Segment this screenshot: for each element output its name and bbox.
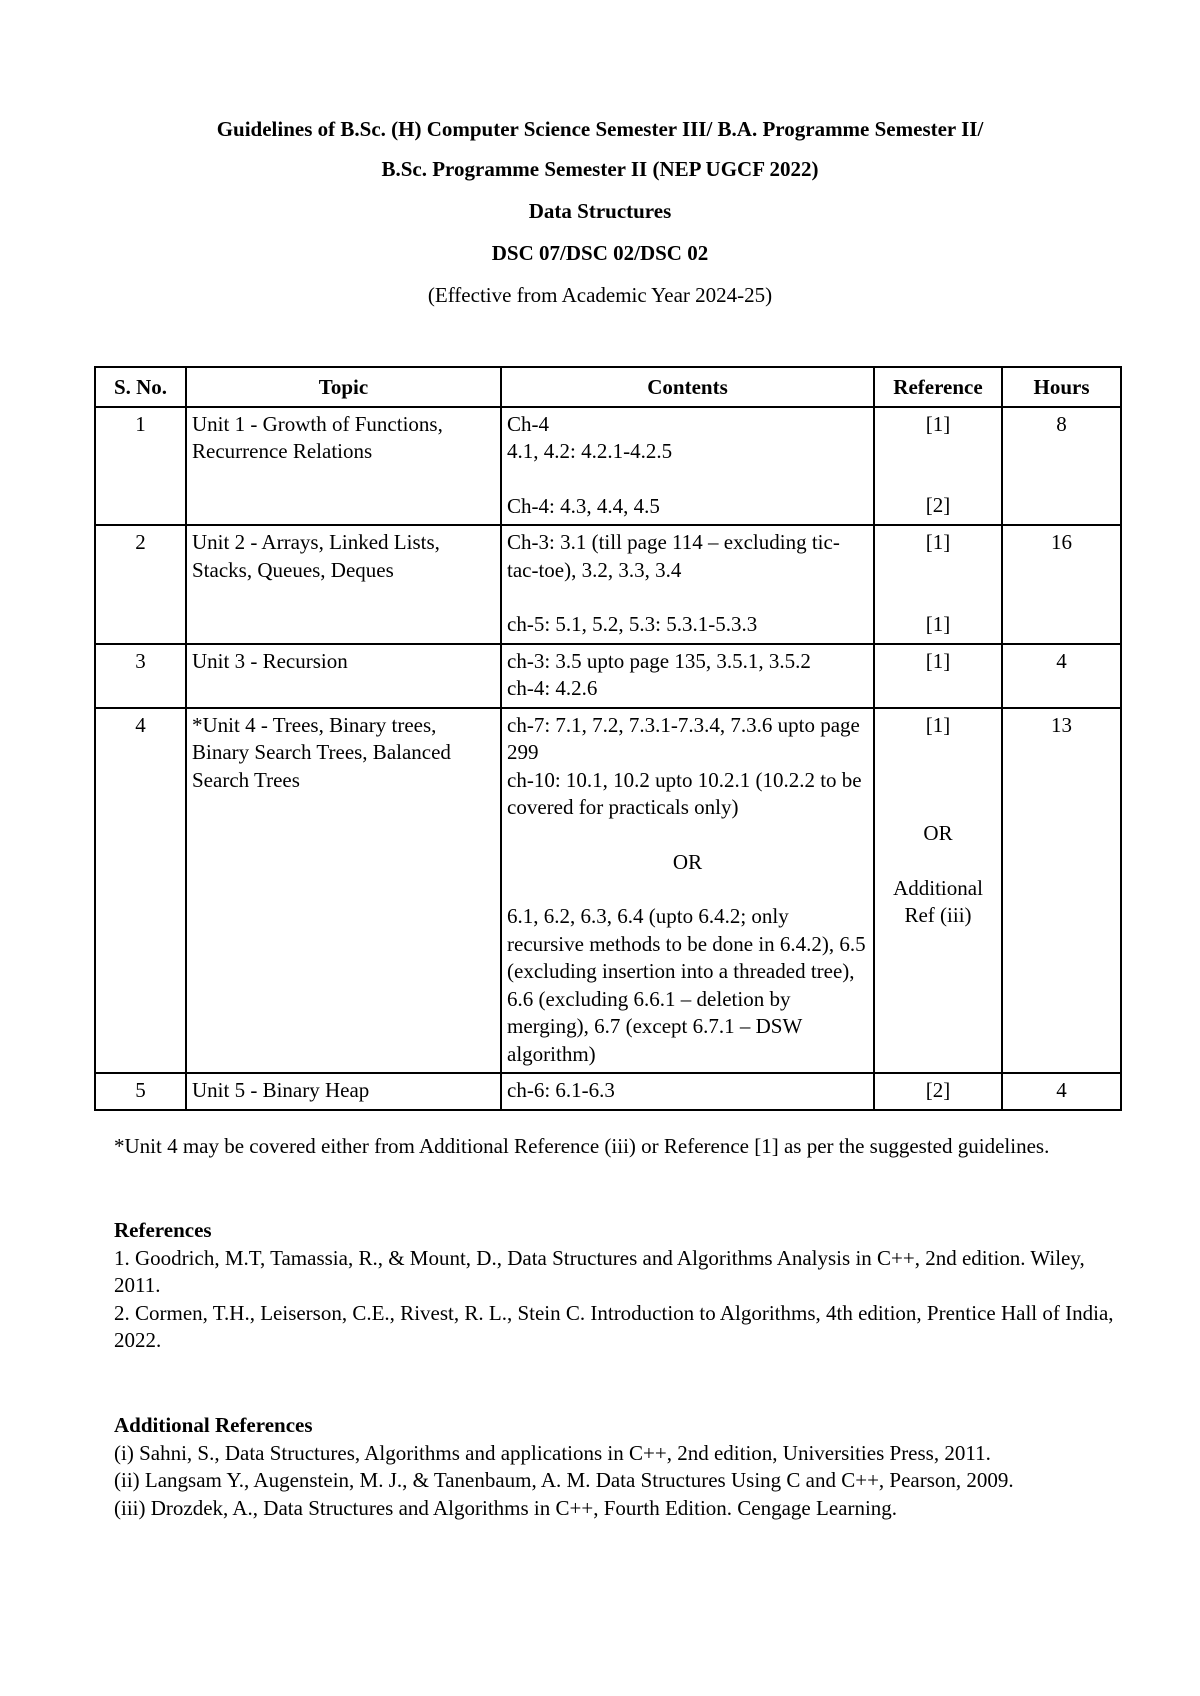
table-row (95, 407, 1121, 526)
content-line: ch-7: 7.1, 7.2, 7.3.1-7.3.4, 7.3.6 upto page 299 (507, 712, 860, 764)
spacer (880, 848, 996, 875)
references-section (114, 1217, 1114, 1355)
content-line: ch-3: 3.5 upto page 135, 3.5.1, 3.5.2 (507, 648, 811, 673)
references-heading: References (114, 1218, 212, 1242)
ref-line: [1] (925, 411, 951, 436)
cell-hours: 4 (1002, 1073, 1121, 1110)
cell-topic: *Unit 4 - Trees, Binary trees, Binary Search Trees, Balanced Search Trees (186, 708, 501, 1074)
spacer (880, 584, 996, 611)
cell-contents (501, 708, 874, 1074)
cell-reference: [1] (874, 644, 1002, 708)
cell-sno: 1 (95, 407, 186, 526)
cell-reference (874, 525, 1002, 644)
cell-hours: 16 (1002, 525, 1121, 644)
ref-line: Additional Ref (iii) (893, 875, 983, 927)
spacer (507, 584, 868, 611)
spacer (507, 876, 868, 903)
table-row (95, 525, 1121, 644)
additional-reference-item: (ii) Langsam Y., Augenstein, M. J., & Tanenbaum, A. M. Data Structures Using C and C++, Pearson, 2009. (114, 1468, 1014, 1492)
spacer (507, 466, 868, 493)
cell-sno: 2 (95, 525, 186, 644)
cell-contents (501, 644, 874, 708)
cell-reference: [2] (874, 1073, 1002, 1110)
ref-line: [1] (925, 530, 951, 554)
header-line-2: B.Sc. Programme Semester II (NEP UGCF 2022) (381, 157, 819, 181)
col-header-hours: Hours (1002, 367, 1121, 407)
ref-line: [1] (925, 611, 951, 636)
cell-hours: 13 (1002, 708, 1121, 1074)
cell-sno: 3 (95, 644, 186, 708)
cell-sno: 5 (95, 1073, 186, 1110)
ref-or: OR (923, 821, 953, 845)
effective-note: (Effective from Academic Year 2024-25) (427, 283, 773, 307)
reference-item: 1. Goodrich, M.T, Tamassia, R., & Mount, D., Data Structures and Algorithms Analysis in C++, 2nd edition. Wiley, 2011. (114, 1245, 1085, 1297)
table-row (95, 708, 1121, 1074)
cell-topic: Unit 2 - Arrays, Linked Lists, Stacks, Queues, Deques (186, 525, 501, 644)
additional-reference-item: (i) Sahni, S., Data Structures, Algorithms and applications in C++, 2nd edition, Universities Press, 2011. (114, 1440, 991, 1465)
cell-contents (501, 407, 874, 526)
spacer (880, 438, 996, 465)
cell-contents: ch-6: 6.1-6.3 (501, 1073, 874, 1110)
syllabus-table (94, 366, 1122, 1111)
content-line: 4.1, 4.2: 4.2.1-4.2.5 (507, 439, 673, 463)
cell-topic: Unit 3 - Recursion (186, 644, 501, 708)
ref-line: [2] (925, 493, 951, 517)
col-header-reference: Reference (874, 367, 1002, 407)
table-row (95, 1073, 1121, 1110)
cell-topic: Unit 5 - Binary Heap (186, 1073, 501, 1110)
ref-line: [1] (925, 712, 951, 737)
col-header-topic: Topic (186, 367, 501, 407)
reference-item: 2. Cormen, T.H., Leiserson, C.E., Rivest, R. L., Stein C. Introduction to Algorithms, 4th edition, Prentice Hall of India, 2022. (114, 1300, 1114, 1352)
additional-reference-item: (iii) Drozdek, A., Data Structures and Algorithms in C++, Fourth Edition. Cengage Learning. (114, 1495, 898, 1520)
content-or: OR (672, 849, 703, 874)
cell-hours: 4 (1002, 644, 1121, 708)
table-header-row (95, 367, 1121, 407)
content-line: ch-4: 4.2.6 (507, 676, 598, 700)
spacer (880, 766, 996, 793)
unit4-footnote: *Unit 4 may be covered either from Additional Reference (iii) or Reference [1] as per the suggested guidelines. (114, 1134, 1050, 1158)
cell-hours: 8 (1002, 407, 1121, 526)
cell-contents (501, 525, 874, 644)
content-line: Ch-3: 3.1 (till page 114 – excluding tic-tac-toe), 3.2, 3.3, 3.4 (507, 530, 840, 582)
cell-topic: Unit 1 - Growth of Functions, Recurrence Relations (186, 407, 501, 526)
col-header-contents: Contents (501, 367, 874, 407)
content-line: Ch-4 (507, 411, 549, 436)
col-header-sno: S. No. (95, 367, 186, 407)
additional-references-section (114, 1412, 1114, 1522)
content-line: 6.1, 6.2, 6.3, 6.4 (upto 6.4.2; only recursive methods to be done in 6.4.2), 6.5 (excluding insertion into a threaded tree), 6.6 (excluding 6.6.1 – deletion by merging), 6.7 (except 6.7.1 – DSW algorithm) (507, 904, 866, 1066)
cell-reference (874, 708, 1002, 1074)
course-title: Data Structures (528, 199, 672, 223)
spacer (507, 822, 868, 849)
spacer (880, 793, 996, 820)
additional-references-heading: Additional References (114, 1413, 313, 1437)
header-line-1: Guidelines of B.Sc. (H) Computer Science Semester III/ B.A. Programme Semester II/ (216, 117, 984, 141)
table-row (95, 644, 1121, 708)
spacer (880, 557, 996, 584)
spacer (880, 739, 996, 766)
content-line: Ch-4: 4.3, 4.4, 4.5 (507, 493, 660, 518)
content-line: ch-5: 5.1, 5.2, 5.3: 5.3.1-5.3.3 (507, 612, 758, 636)
spacer (880, 465, 996, 492)
course-codes: DSC 07/DSC 02/DSC 02 (491, 241, 709, 265)
content-line: ch-10: 10.1, 10.2 upto 10.2.1 (10.2.2 to be covered for practicals only) (507, 767, 862, 819)
cell-sno: 4 (95, 708, 186, 1074)
cell-reference (874, 407, 1002, 526)
